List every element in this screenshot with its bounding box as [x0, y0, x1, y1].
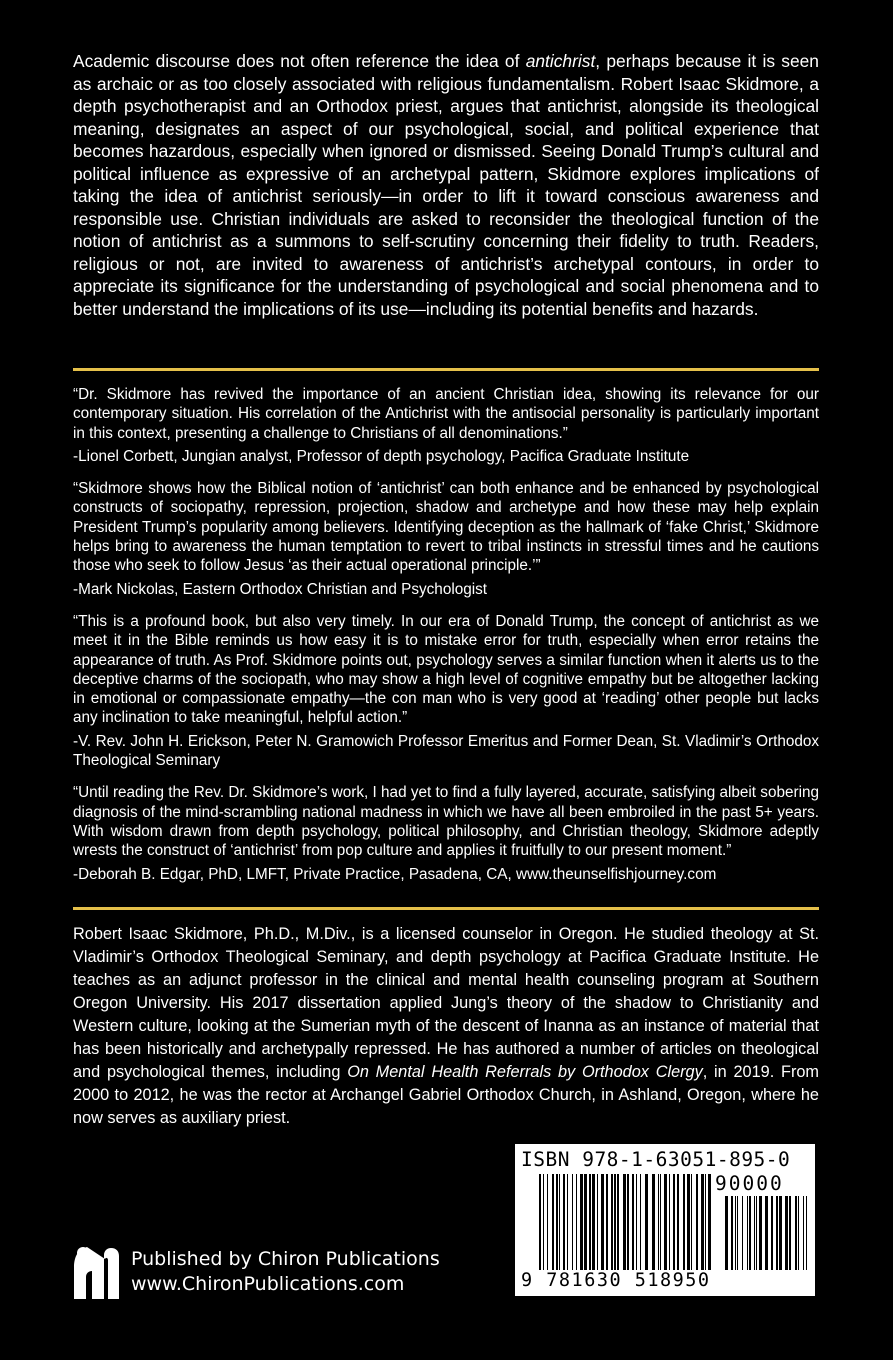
endorsement-attribution: -Mark Nickolas, Eastern Orthodox Christian and Psychologist — [73, 580, 488, 598]
publisher-block — [73, 1243, 440, 1301]
barcode-bar — [737, 1196, 738, 1270]
endorsement — [73, 783, 819, 883]
bio-text-start: Robert Isaac Skidmore, Ph.D., M.Div., is a licensed counselor in Oregon. He studied theology at St. Vladimir’s Orthodox Theological Seminary, and depth psychology at Pacifica Graduate Institute. He teaches as an adjunct professor in the clinical and mental health counseling program at Southern Oregon University. His 2017 dissertation applied Jung’s theory of the shadow to Christianity and Western culture, looking at the Sumerian myth of the descent of Inanna as an instance of material that has been historically and archetypally repressed. He has authored a number of articles on theological and psychological themes, including — [73, 925, 819, 1081]
barcode-bar — [803, 1196, 804, 1270]
ean-digits: 9 781630 518950 — [521, 1270, 711, 1291]
barcode-bar — [576, 1174, 577, 1270]
gold-divider-bottom — [73, 907, 819, 910]
chiron-logo-icon — [73, 1243, 121, 1301]
barcode-bar — [597, 1174, 598, 1270]
barcode-bar — [747, 1196, 748, 1270]
barcode-bar — [669, 1174, 670, 1270]
barcode-bar — [543, 1174, 544, 1270]
barcode-bar — [552, 1174, 554, 1270]
endorsement-text: “This is a profound book, but also very timely. In our era of Donald Trump, the concept of antichrist as we meet it in the Bible reminds us how easy it is to mistake error for truth, especially when error retains the appearance of truth. As Prof. Skidmore points out, psychology serves a similar function when it alerts us to the deceptive charms of the sociopath, who may show a high level of cognitive empathy but be altogether lacking in emotional or compassionate empathy—the con man who is very good at ‘reading’ other people but lacks any inclination to take meaningful, helpful action.” — [73, 612, 819, 727]
publisher-url: www.ChironPublications.com — [131, 1273, 405, 1295]
barcode-bar — [660, 1174, 661, 1270]
barcode-bar — [640, 1174, 641, 1270]
barcode-bar — [611, 1174, 613, 1270]
barcode-bar — [789, 1196, 791, 1270]
endorsement-text: “Skidmore shows how the Biblical notion of ‘antichrist’ can both enhance and be enhanced by psychological constructs of sociopathy, repression, projection, shadow and archetype and how these may help explain President Trump’s popularity among believers. Identifying deception as the hallmark of ‘fake Christ,’ Skidmore helps bring to awareness the human temptation to revert to tribal instincts in stressful times and he cautions those who seek to follow Jesus ‘as their actual operational principle.’” — [73, 480, 819, 575]
synopsis-paragraph — [73, 50, 819, 320]
endorsement — [73, 612, 819, 770]
synopsis-emphasis: antichrist — [525, 51, 596, 71]
barcode-bar — [735, 1196, 736, 1270]
barcode-bar — [606, 1174, 608, 1270]
barcode-bar — [696, 1174, 698, 1270]
barcode-bar — [756, 1196, 757, 1270]
barcode-bar — [627, 1174, 629, 1270]
barcode-bar — [687, 1174, 690, 1270]
barcode-bar — [547, 1174, 548, 1270]
barcode-bar — [652, 1174, 655, 1270]
barcode-bar — [705, 1174, 706, 1270]
barcode-bar — [708, 1174, 711, 1270]
barcode-bar — [776, 1196, 778, 1270]
isbn-barcode — [515, 1144, 815, 1296]
barcode-bar — [584, 1174, 587, 1270]
barcode-bar — [677, 1174, 679, 1270]
barcode-bar — [673, 1174, 675, 1270]
barcode-bar — [683, 1174, 685, 1270]
price-code: 90000 — [715, 1172, 784, 1195]
barcode-bar — [742, 1196, 743, 1270]
endorsement — [73, 385, 819, 466]
barcode-bar — [617, 1174, 619, 1270]
barcode-bar — [559, 1174, 560, 1270]
barcode-bar — [556, 1174, 558, 1270]
barcode-bar — [645, 1174, 648, 1270]
bio-emphasis: On Mental Health Referrals by Orthodox Clergy — [347, 1063, 703, 1081]
barcode-bar — [589, 1174, 591, 1270]
barcode-bar — [580, 1174, 583, 1270]
barcode-bar — [614, 1174, 616, 1270]
endorsement-text: “Dr. Skidmore has revived the importance of an ancient Christian idea, showing its relevance for our contemporary situation. His correlation of the Antichrist with the antisocial personality is particularly important in this context, presenting a challenge to Christians of all denominations.” — [73, 386, 819, 442]
barcode-bar — [539, 1174, 541, 1270]
barcode-bar — [785, 1196, 788, 1270]
endorsement-attribution: -Deborah B. Edgar, PhD, LMFT, Private Practice, Pasadena, CA, www.theunselfishjourney.com — [73, 865, 717, 883]
barcode-bar — [771, 1196, 773, 1270]
barcode-bar — [601, 1174, 604, 1270]
bio-text-end: , in 2019. From 2000 to 2012, he was the rector at Archangel Gabriel Orthodox Church, in Ashland, Oregon, where he now serves as auxiliary priest. — [73, 1063, 819, 1127]
barcode-bar — [725, 1196, 728, 1270]
synopsis-text-end: , perhaps because it is seen as archaic or as too closely associated with religious fundamentalism. Robert Isaac Skidmore, a depth psychotherapist and an Orthodox priest, argues that antichrist, alongside its theological meaning, designates an aspect of our psychological, social, and political experience that becomes hazardous, especially when ignored or dismissed. Seeing Donald Trump’s cultural and political influence as expressive of an archetypal pattern, Skidmore explores implications of taking the idea of antichrist seriously—in order to lift it toward conscious awareness and responsible use. Christian individuals are asked to reconsider the theological function of the notion of antichrist as a summons to self-scrutiny concerning their fidelity to truth. Readers, religious or not, are invited to awareness of antichrist’s archetypal contours, in order to appreciate its significance for the understanding of psychological and social phenomena and to better understand the implications of its use—including its potential benefits and hazards. — [73, 51, 819, 319]
barcode-bar — [798, 1196, 799, 1270]
endorsements — [73, 385, 819, 897]
gold-divider-top — [73, 368, 819, 371]
barcode-bar — [563, 1174, 565, 1270]
barcode-bar — [632, 1174, 634, 1270]
author-bio — [73, 923, 819, 1130]
endorsement-attribution: -V. Rev. John H. Erickson, Peter N. Gramowich Professor Emeritus and Former Dean, St. Vladimir’s Orthodox Theological Seminary — [73, 732, 819, 770]
synopsis-text-start: Academic discourse does not often reference the idea of — [73, 51, 526, 71]
endorsement — [73, 479, 819, 599]
barcode-bar — [636, 1174, 637, 1270]
barcode-bar — [691, 1174, 692, 1270]
barcode-bar — [664, 1174, 667, 1270]
barcode-bar — [658, 1174, 659, 1270]
barcode-bar — [623, 1174, 626, 1270]
isbn-label: ISBN 978-1-63051-895-0 — [521, 1148, 791, 1171]
barcode-bar — [806, 1196, 807, 1270]
barcode-bar — [754, 1196, 755, 1270]
barcode-bar — [749, 1196, 751, 1270]
barcode-bar — [701, 1174, 704, 1270]
endorsement-text: “Until reading the Rev. Dr. Skidmore’s work, I had yet to find a fully layered, accurate, satisfying albeit sobering diagnosis of the mind-scrambling national madness in which we have all been embroiled in the past 5+ years. With wisdom drawn from depth psychology, political philosophy, and Christian theology, Skidmore adeptly wrests the construct of ‘antichrist’ from pop culture and applies it fruitfully to our present moment.” — [73, 784, 819, 860]
barcode-bar — [795, 1196, 797, 1270]
barcode-bar — [567, 1174, 568, 1270]
barcode-bar — [765, 1196, 768, 1270]
publisher-name: Published by Chiron Publications — [131, 1248, 440, 1270]
barcode-bar — [592, 1174, 595, 1270]
endorsement-attribution: -Lionel Corbett, Jungian analyst, Professor of depth psychology, Pacifica Graduate Institute — [73, 447, 690, 465]
barcode-bar — [759, 1196, 762, 1270]
barcode-bar — [779, 1196, 782, 1270]
barcode-bar — [572, 1174, 573, 1270]
barcode-bar — [731, 1196, 733, 1270]
